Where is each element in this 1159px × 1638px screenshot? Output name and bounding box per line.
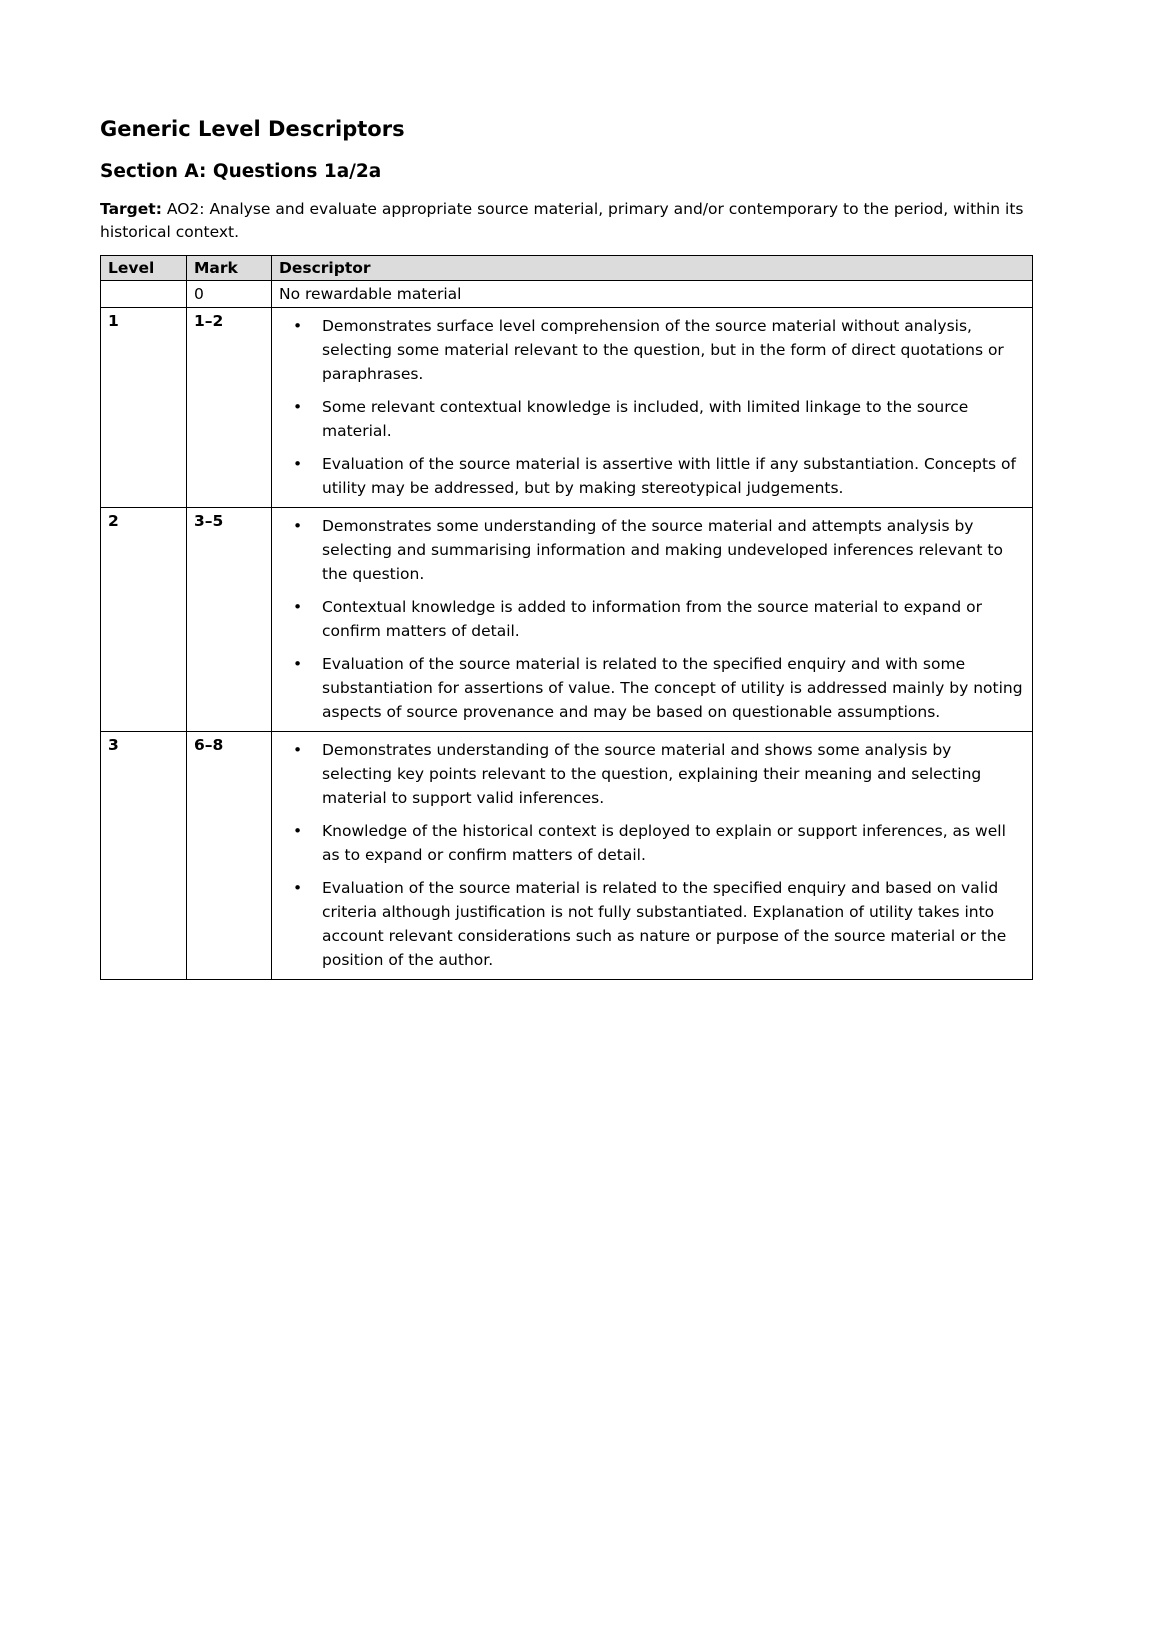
descriptor-cell (272, 508, 1033, 732)
mark-cell: 0 (187, 281, 272, 308)
level-cell (101, 281, 187, 308)
table-row (101, 308, 1033, 508)
col-header-mark: Mark (187, 256, 272, 281)
table-row (101, 281, 1033, 308)
table-header-row (101, 256, 1033, 281)
descriptor-cell (272, 732, 1033, 980)
page-title: Generic Level Descriptors (100, 117, 405, 141)
table-row (101, 508, 1033, 732)
col-header-level: Level (101, 256, 187, 281)
level-cell: 1 (101, 308, 187, 508)
descriptor-cell (272, 308, 1033, 508)
section-heading: Section A: Questions 1a/2a (100, 161, 382, 182)
target-text: AO2: Analyse and evaluate appropriate source material, primary and/or contemporary to the period, within its historical context. (100, 200, 1024, 241)
descriptor-bullet: • Demonstrates understanding of the source material and shows some analysis by selecting key points relevant to the question, explaining their meaning and selecting material to support valid inferences. (279, 738, 1023, 810)
level-cell: 2 (101, 508, 187, 732)
level-cell: 3 (101, 732, 187, 980)
descriptor-cell: No rewardable material (272, 281, 1033, 308)
descriptor-bullet-list (279, 509, 1025, 730)
mark-cell: 3–5 (187, 508, 272, 732)
col-header-descriptor: Descriptor (272, 256, 1033, 281)
descriptor-bullet: • Evaluation of the source material is related to the specified enquiry and based on valid criteria although justification is not fully substantiated. Explanation of utility takes into account relevant considerations such as nature or purpose of the source material or the position of the author. (279, 876, 1023, 972)
mark-cell: 6–8 (187, 732, 272, 980)
descriptor-bullet-list (279, 309, 1025, 506)
document-content (100, 116, 1033, 980)
table-row (101, 732, 1033, 980)
target-paragraph (100, 198, 1033, 244)
descriptor-bullet: • Demonstrates surface level comprehension of the source material without analysis, selecting some material relevant to the question, but in the form of direct quotations or paraphrases. (279, 314, 1023, 386)
descriptor-bullet: • Evaluation of the source material is assertive with little if any substantiation. Concepts of utility may be addressed, but by making stereotypical judgements. (279, 452, 1023, 500)
mark-cell: 1–2 (187, 308, 272, 508)
target-label: Target: (100, 200, 162, 218)
descriptor-bullet: • Contextual knowledge is added to information from the source material to expand or confirm matters of detail. (279, 595, 1023, 643)
descriptor-bullet: • Some relevant contextual knowledge is included, with limited linkage to the source material. (279, 395, 1023, 443)
descriptor-bullet: • Demonstrates some understanding of the source material and attempts analysis by selecting and summarising information and making undeveloped inferences relevant to the question. (279, 514, 1023, 586)
descriptor-bullet-list (279, 733, 1025, 978)
level-descriptors-table (100, 255, 1033, 980)
descriptor-bullet: • Knowledge of the historical context is deployed to explain or support inferences, as well as to expand or confirm matters of detail. (279, 819, 1023, 867)
descriptor-bullet: • Evaluation of the source material is related to the specified enquiry and with some substantiation for assertions of value. The concept of utility is addressed mainly by noting aspects of source provenance and may be based on questionable assumptions. (279, 652, 1023, 724)
